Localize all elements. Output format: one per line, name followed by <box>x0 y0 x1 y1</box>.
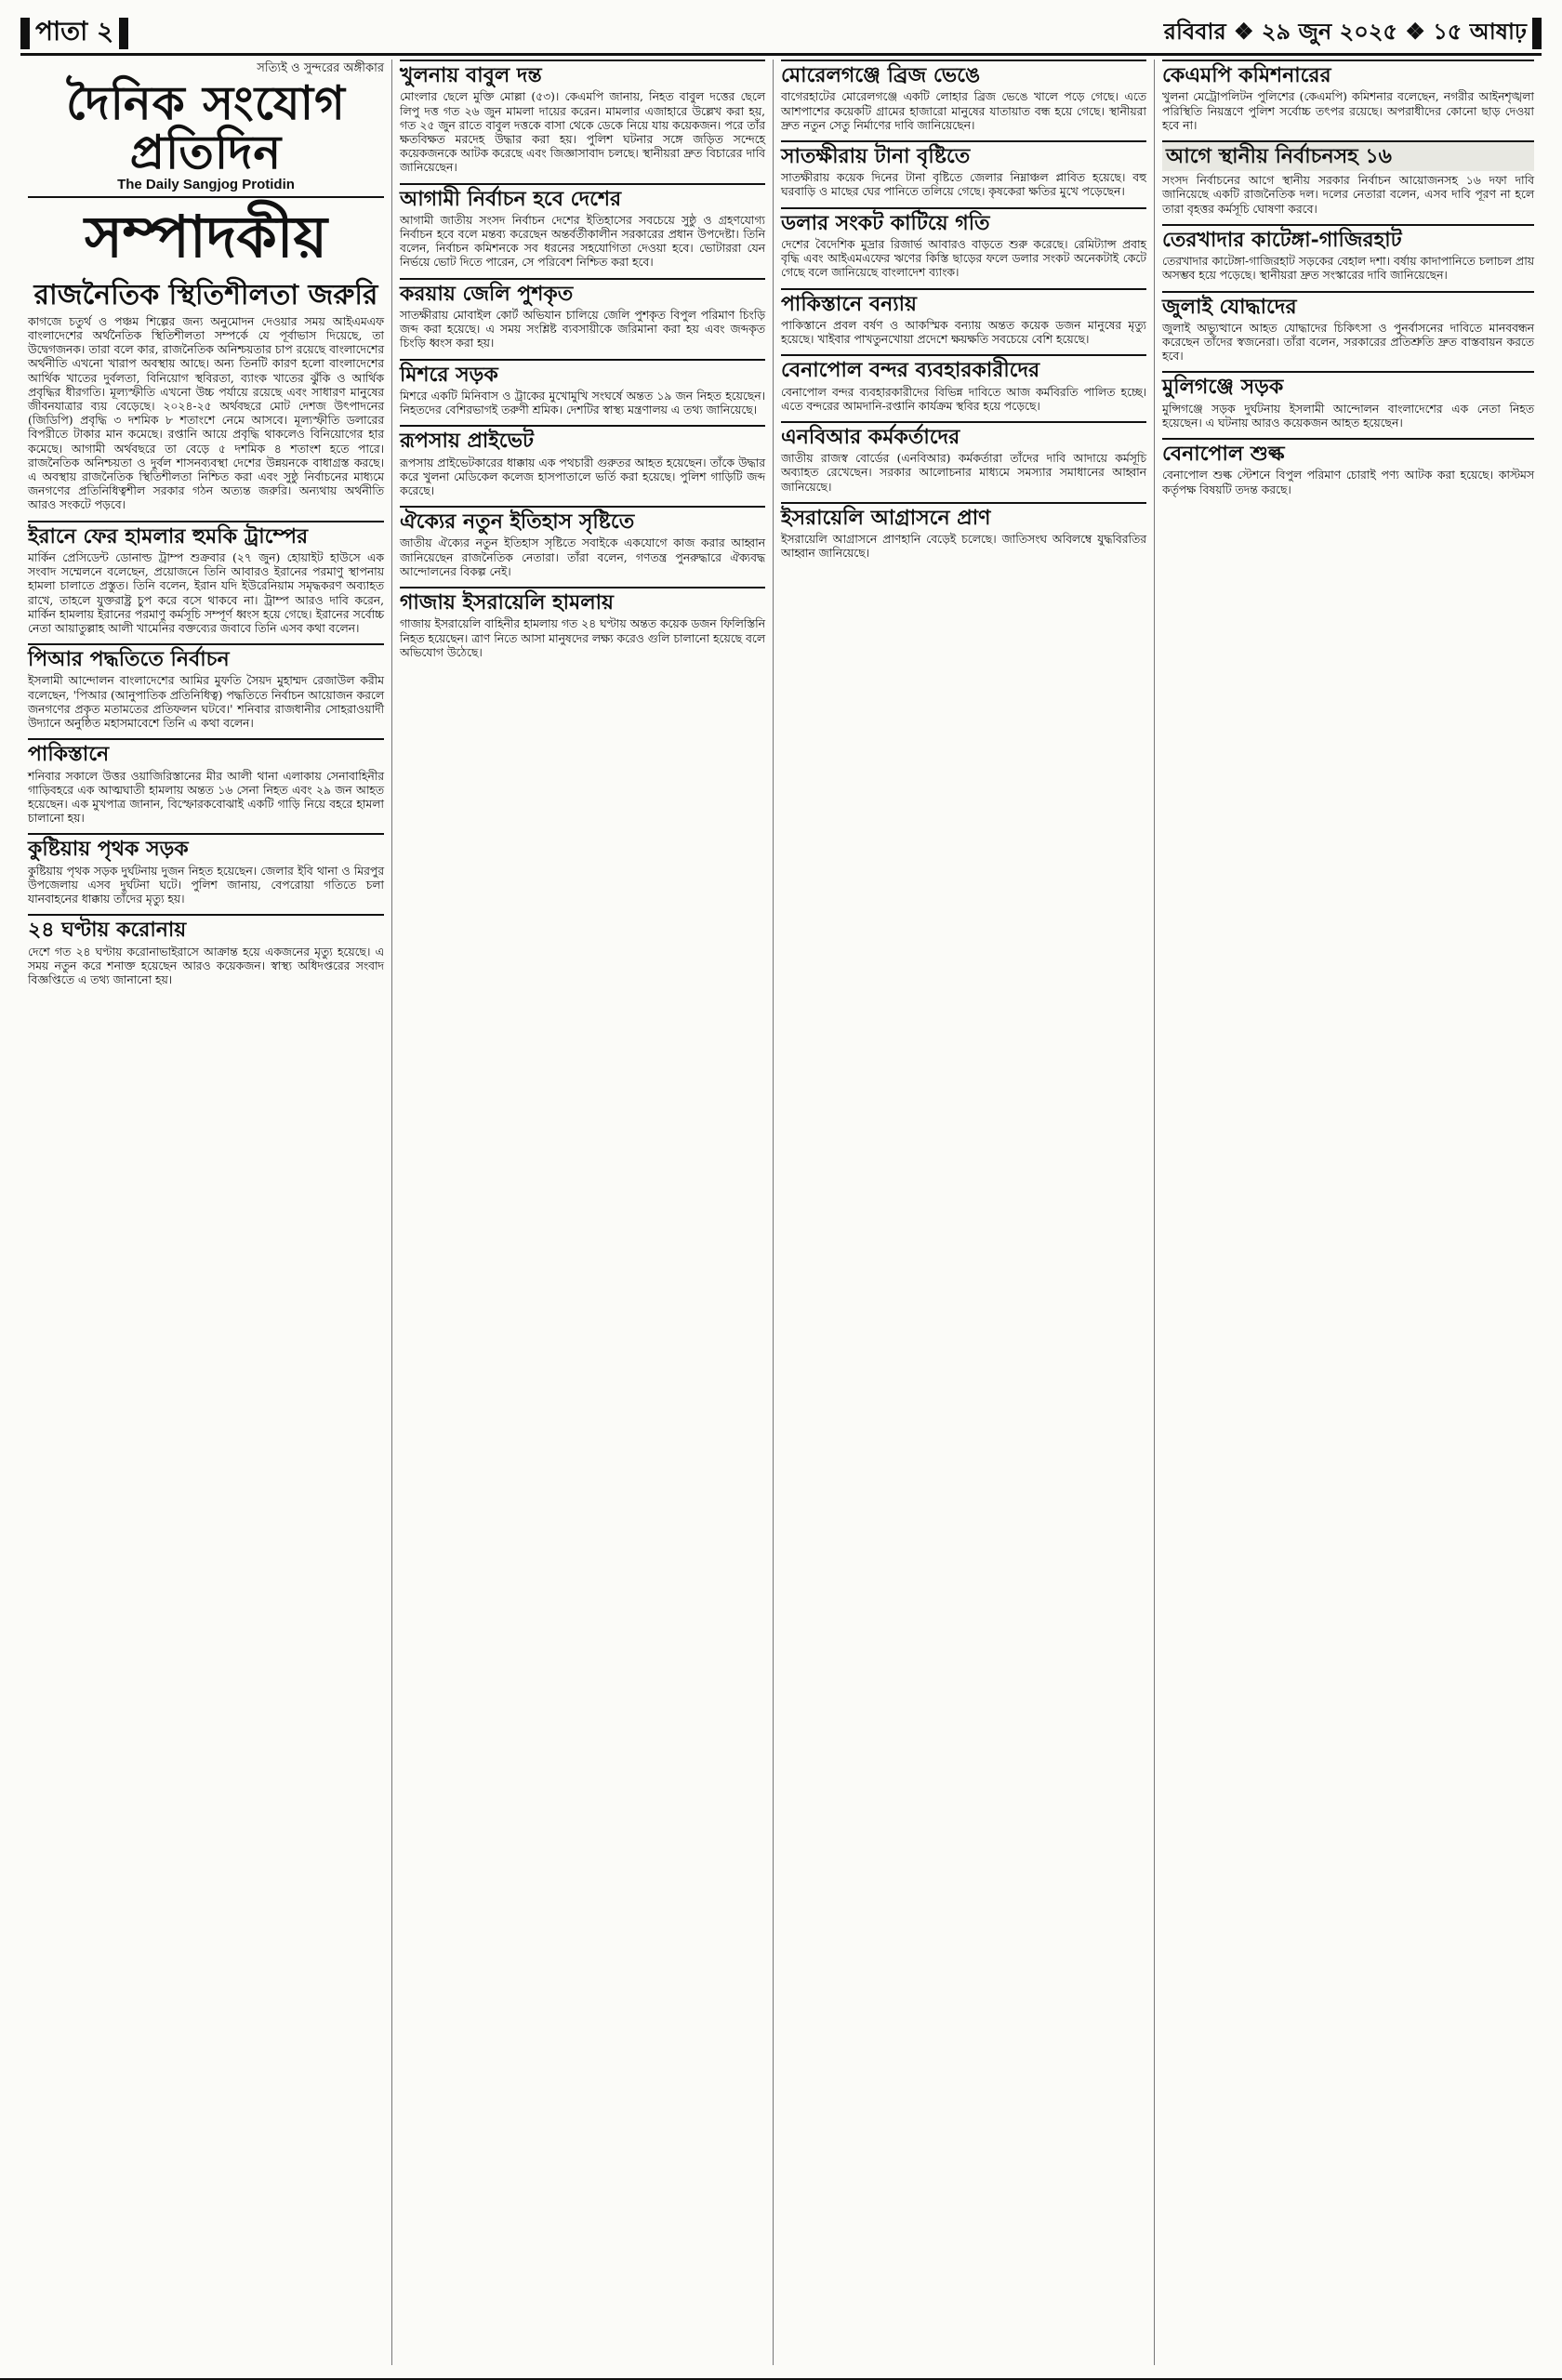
story-headline: পিআর পদ্ধতিতে নির্বাচন <box>28 643 384 671</box>
story-headline: ইসরায়েলি আগ্রাসনে প্রাণ <box>781 502 1146 530</box>
story-body: ইসলামী আন্দোলন বাংলাদেশের আমির মুফতি সৈয়দ মুহাম্মদ রেজাউল করীম বলেছেন, 'পিআর (আনুপাতিক প্রতিনিধিত্ব) পদ্ধতিতে নির্বাচন আয়োজন করলে জনগণের প্রকৃত মতামতের প্রতিফলন ঘটবে।' শনিবার রাজধানীর সোহরাওয়ার্দী উদ্যানে অনুষ্ঠিত মহাসমাবেশে তিনি এ কথা বলেন। <box>28 674 384 731</box>
story-body: মোংলার ছেলে মুক্তি মোল্লা (৫৩)। কেএমপি জানায়, নিহত বাবুল দত্তের ছেলে লিপু দত্ত গত ২৬ জুন মামলা দায়ের করেন। মামলার এজাহারে উল্লেখ করা হয়, গত ২৫ জুন রাতে বাবুল দত্তকে বাসা থেকে ডেকে নিয়ে যায় কয়েকজন। পরে তাঁর ক্ষতবিক্ষত মরদেহ উদ্ধার করা হয়। পুলিশ ঘটনার সঙ্গে জড়িত সন্দেহে কয়েকজনকে আটক করেছে এবং জিজ্ঞাসাবাদ চলছে। স্থানীয়রা দ্রুত বিচারের দাবি জানিয়েছেন। <box>400 90 765 175</box>
masthead-subtitle: The Daily Sangjog Protidin <box>117 177 295 192</box>
date-marker <box>1532 18 1542 49</box>
story-headline: মুলিগঞ্জে সড়ক <box>1162 371 1534 399</box>
story-body: বাগেরহাটের মোরেলগঞ্জে একটি লোহার ব্রিজ ভেঙে খালে পড়ে গেছে। এতে আশপাশের কয়েকটি গ্রামের হাজারো মানুষের যাতায়াত বন্ধ হয়ে গেছে। স্থানীয়রা দ্রুত নতুন সেতু নির্মাণের দাবি জানিয়েছেন। <box>781 90 1146 132</box>
story-headline: কেএমপি কমিশনারের <box>1162 60 1534 87</box>
story-body: সাতক্ষীরায় মোবাইল কোর্ট অভিযান চালিয়ে জেলি পুশকৃত বিপুল পরিমাণ চিংড়ি জব্দ করা হয়েছে। এ সময় সংশ্লিষ্ট ব্যবসায়ীকে জরিমানা করা হয় এবং জব্দকৃত চিংড়ি ধ্বংস করা হয়। <box>400 308 765 350</box>
story <box>1162 60 1534 133</box>
story-body: তেরখাদার কাটেঙ্গা-গাজিরহাট সড়কের বেহাল দশা। বর্ষায় কাদাপানিতে চলাচল প্রায় অসম্ভব হয়ে পড়েছে। স্থানীয়রা দ্রুত সংস্কারের দাবি জানিয়েছেন। <box>1162 255 1534 283</box>
story-body: পাকিস্তানে প্রবল বর্ষণ ও আকস্মিক বন্যায় অন্তত কয়েক ডজন মানুষের মৃত্যু হয়েছে। খাইবার পাখতুনখোয়া প্রদেশে ক্ষয়ক্ষতি সবচেয়ে বেশি হয়েছে। <box>781 318 1146 347</box>
story-body: জুলাই অভ্যুত্থানে আহত যোদ্ধাদের চিকিৎসা ও পুনর্বাসনের দাবিতে মানববন্ধন করেছেন তাঁদের স্বজনেরা। তাঁরা বলেন, সরকারের প্রতিশ্রুতি দ্রুত বাস্তবায়ন করতে হবে। <box>1162 321 1534 364</box>
story-body: দেশের বৈদেশিক মুদ্রার রিজার্ভ আবারও বাড়তে শুরু করেছে। রেমিট্যান্স প্রবাহ বৃদ্ধি এবং আইএমএফের ঋণের কিস্তি ছাড়ের ফলে ডলার সংকট অনেকটাই কেটে গেছে বলে জানিয়েছে বাংলাদেশ ব্যাংক। <box>781 237 1146 280</box>
story-headline: আগে স্থানীয় নির্বাচনসহ ১৬ <box>1162 140 1534 171</box>
page-number <box>20 11 128 55</box>
story <box>1162 140 1534 217</box>
column-3 <box>774 60 1155 2365</box>
story-body: কাগজে চতুর্থ ও পঞ্চম শিল্পের জন্য অনুমোদন দেওয়ার সময় আইএমএফ বাংলাদেশের অর্থনৈতিক স্থিতিশীলতা সম্পর্কে যে পূর্বাভাস দিয়েছে, তা উদ্বেগজনক। তারা বলে কার, রাজনৈতিক অনিশ্চয়তার চাপ রয়েছে বাংলাদেশের অর্থনীতি এখনো খারাপ অবস্থায় আছে। অন্য তিনটি কারণ হলো বাংলাদেশের আর্থিক খাতের দুর্বলতা, বিনিয়োগ স্থবিরতা, ব্যাংক খাতের ঝুঁকি ও আর্থিক প্রবৃদ্ধির ধীরগতি। মূল্যস্ফীতি এখনো উচ্চ পর্যায়ে রয়েছে এবং সাধারণ মানুষের জীবনযাত্রার ব্যয় বেড়েছে। ২০২৪-২৫ অর্থবছরে মোট দেশজ উৎপাদনের (জিডিপি) প্রবৃদ্ধি ৩ দশমিক ৮ শতাংশে নেমে আসবে। মূল্যস্ফীতি ডলারের বিপরীতে টাকার মান কমেছে। রপ্তানি আয়ে প্রবৃদ্ধি থাকলেও বিনিয়োগের হার কমেছে। আগামী অর্থবছরে তা বেড়ে ৫ দশমিক ৪ শতাংশ হতে পারে। রাজনৈতিক অনিশ্চয়তা ও দুর্বল শাসনব্যবস্থা দেশের উন্নয়নকে বাধাগ্রস্ত করছে। এ অবস্থায় রাজনৈতিক স্থিতিশীলতা নিশ্চিত করা এবং সুষ্ঠু নির্বাচনের মাধ্যমে জনগণের প্রতিনিধিত্বশীল সরকার গঠন অত্যন্ত জরুরি। অন্যথায় অর্থনীতি আরও সংকটে পড়বে। <box>28 314 384 512</box>
story-body: খুলনা মেট্রোপলিটন পুলিশের (কেএমপি) কমিশনার বলেছেন, নগরীর আইনশৃঙ্খলা পরিস্থিতি নিয়ন্ত্রণে পুলিশ সর্বোচ্চ তৎপর রয়েছে। অপরাধীদের কোনো ছাড় দেওয়া হবে না। <box>1162 90 1534 132</box>
story-headline: বেনাপোল শুল্ক <box>1162 438 1534 466</box>
story-headline: পাকিস্তানে <box>28 738 384 766</box>
story <box>400 587 765 660</box>
story-body: সাতক্ষীরায় কয়েক দিনের টানা বৃষ্টিতে জেলার নিম্নাঞ্চল প্লাবিত হয়েছে। বহু ঘরবাড়ি ও মাছের ঘের পানিতে তলিয়ে গেছে। কৃষকেরা ক্ষতির মুখে পড়েছেন। <box>781 171 1146 199</box>
story <box>781 207 1146 281</box>
story <box>400 506 765 579</box>
story <box>781 60 1146 133</box>
story <box>781 421 1146 495</box>
story <box>400 359 765 418</box>
story <box>400 425 765 498</box>
story <box>28 643 384 731</box>
story <box>28 914 384 987</box>
story-headline: ২৪ ঘণ্টায় করোনায় <box>28 914 384 942</box>
story-headline: কুষ্টিয়ায় পৃথক সড়ক <box>28 833 384 861</box>
masthead-title: দৈনিক সংযোগ প্রতিদিন <box>66 75 346 179</box>
story-headline: রাজনৈতিক স্থিতিশীলতা জরুরি <box>33 279 378 312</box>
column-4 <box>1155 60 1542 2365</box>
story-body: মার্কিন প্রেসিডেন্ট ডোনাল্ড ট্রাম্প শুক্রবার (২৭ জুন) হোয়াইট হাউসে এক সংবাদ সম্মেলনে বলেছেন, প্রয়োজনে তিনি আবারও ইরানের পরমাণু স্থাপনায় হামলা চালাতে প্রস্তুত। তিনি বলেন, ইরান যদি ইউরেনিয়াম সমৃদ্ধকরণ অব্যাহত রাখে, তাহলে যুক্তরাষ্ট্র চুপ করে বসে থাকবে না। ট্রাম্প আরও দাবি করেন, মার্কিন হামলায় ইরানের পরমাণু কর্মসূচি সম্পূর্ণ ধ্বংস হয়ে গেছে। ইরানের সর্বোচ্চ নেতা আয়াতুল্লাহ আলী খামেনির বক্তব্যের জবাবে তিনি এসব কথা বলেন। <box>28 550 384 635</box>
story-headline: রূপসায় প্রাইভেট <box>400 425 765 453</box>
story <box>1162 291 1534 364</box>
date-text: রবিবার ❖ ২৯ জুন ২০২৫ ❖ ১৫ আষাঢ় <box>1163 17 1527 45</box>
story-headline: জুলাই যোদ্ধাদের <box>1162 291 1534 319</box>
story-headline: এনবিআর কর্মকর্তাদের <box>781 421 1146 449</box>
story <box>781 354 1146 414</box>
story-headline: তেরখাদার কাটেঙ্গা-গাজিরহাট <box>1162 224 1534 252</box>
story-headline: ডলার সংকট কাটিয়ে গতি <box>781 207 1146 235</box>
page-marker-right <box>119 18 128 49</box>
story-body: মিশরে একটি মিনিবাস ও ট্রাকের মুখোমুখি সংঘর্ষে অন্তত ১৯ জন নিহত হয়েছেন। নিহতদের বেশিরভাগই তরুণী শ্রমিক। দেশটির স্বাস্থ্য মন্ত্রণালয় এ তথ্য জানিয়েছে। <box>400 389 765 417</box>
story <box>28 833 384 906</box>
story <box>1162 438 1534 497</box>
story <box>400 183 765 271</box>
column-2 <box>392 60 774 2365</box>
story <box>28 277 384 512</box>
story-body: সংসদ নির্বাচনের আগে স্থানীয় সরকার নির্বাচন আয়োজনসহ ১৬ দফা দাবি জানিয়েছে একটি রাজনৈতিক দল। দলের নেতারা বলেন, এসব দাবি পূরণ না হলে তারা বৃহত্তর কর্মসূচি ঘোষণা করবে। <box>1162 174 1534 216</box>
page-marker-left <box>20 18 30 49</box>
story-body: বেনাপোল বন্দর ব্যবহারকারীদের বিভিন্ন দাবিতে আজ কর্মবিরতি পালিত হচ্ছে। এতে বন্দরের আমদানি-রপ্তানি কার্যক্রম স্থবির হয়ে পড়েছে। <box>781 385 1146 413</box>
story-body: গাজায় ইসরায়েলি বাহিনীর হামলায় গত ২৪ ঘণ্টায় অন্তত কয়েক ডজন ফিলিস্তিনি নিহত হয়েছেন। ত্রাণ নিতে আসা মানুষদের লক্ষ্য করেও গুলি চালানো হয়েছে বলে অভিযোগ উঠেছে। <box>400 617 765 659</box>
story <box>781 288 1146 348</box>
story-body: দেশে গত ২৪ ঘণ্টায় করোনাভাইরাসে আক্রান্ত হয়ে একজনের মৃত্যু হয়েছে। এ সময় নতুন করে শনাক্ত হয়েছেন আরও কয়েকজন। স্বাস্থ্য অধিদপ্তরের সংবাদ বিজ্ঞপ্তিতে এ তথ্য জানানো হয়। <box>28 945 384 986</box>
masthead <box>28 60 384 198</box>
story-body: জাতীয় ঐক্যের নতুন ইতিহাস সৃষ্টিতে সবাইকে একযোগে কাজ করার আহ্বান জানিয়েছেন রাজনৈতিক নেতারা। তাঁরা বলেন, গণতন্ত্র পুনরুদ্ধারে ঐক্যবদ্ধ আন্দোলনের বিকল্প নেই। <box>400 536 765 578</box>
story <box>1162 224 1534 284</box>
story-body: ইসরায়েলি আগ্রাসনে প্রাণহানি বেড়েই চলেছে। জাতিসংঘ অবিলম্বে যুদ্ধবিরতির আহ্বান জানিয়েছে। <box>781 533 1146 561</box>
story-body: বেনাপোল শুল্ক স্টেশনে বিপুল পরিমাণ চোরাই পণ্য আটক করা হয়েছে। কাস্টমস কর্তৃপক্ষ বিষয়টি তদন্ত করছে। <box>1162 469 1534 496</box>
story <box>781 140 1146 200</box>
story-body: রূপসায় প্রাইভেটকারের ধাক্কায় এক পথচারী গুরুতর আহত হয়েছেন। তাঁকে উদ্ধার করে খুলনা মেডিকেল কলেজ হাসপাতালে ভর্তি করা হয়েছে। পুলিশ গাড়িটি জব্দ করেছে। <box>400 456 765 497</box>
story <box>781 502 1146 562</box>
story-body: মুন্সিগঞ্জে সড়ক দুর্ঘটনায় ইসলামী আন্দোলন বাংলাদেশের এক নেতা নিহত হয়েছেন। এ ঘটনায় আরও কয়েকজন আহত হয়েছেন। <box>1162 402 1534 430</box>
story-headline: পাকিস্তানে বন্যায় <box>781 288 1146 316</box>
story-headline: করয়ায় জেলি পুশকৃত <box>400 278 765 306</box>
story-headline: মোরেলগঞ্জে ব্রিজ ভেঙে <box>781 60 1146 87</box>
story <box>1162 371 1534 430</box>
story-headline: ইরানে ফের হামলার হুমকি ট্রাম্পের <box>28 521 384 549</box>
story-headline: বেনাপোল বন্দর ব্যবহারকারীদের <box>781 354 1146 382</box>
date-line <box>1164 15 1542 52</box>
column-1 <box>20 60 392 2365</box>
story <box>28 738 384 826</box>
columns <box>20 60 1542 2365</box>
story-headline: গাজায় ইসরায়েলি হামলায় <box>400 587 765 615</box>
story <box>400 60 765 176</box>
story-body: কুষ্টিয়ায় পৃথক সড়ক দুর্ঘটনায় দুজন নিহত হয়েছেন। জেলার ইবি থানা ও মিরপুর উপজেলায় এসব দুর্ঘটনা ঘটে। পুলিশ জানায়, বেপরোয়া গতিতে চলা যানবাহনের ধাক্কায় তাঁদের মৃত্যু হয়। <box>28 864 384 906</box>
editorial-banner: সম্পাদকীয় <box>85 203 327 271</box>
story <box>28 521 384 637</box>
story-headline: খুলনায় বাবুল দন্ত <box>400 60 765 87</box>
story <box>400 278 765 351</box>
story-body: জাতীয় রাজস্ব বোর্ডের (এনবিআর) কর্মকর্তারা তাঁদের দাবি আদায়ে কর্মসূচি অব্যাহত রেখেছেন। সরকার আলোচনার মাধ্যমে সমস্যার সমাধানের আহ্বান জানিয়েছে। <box>781 452 1146 494</box>
masthead-tagline: সত্যিই ও সুন্দরের অঙ্গীকার <box>257 61 384 75</box>
story-headline: সাতক্ষীরায় টানা বৃষ্টিতে <box>781 140 1146 168</box>
story-headline: আগামী নির্বাচন হবে দেশের <box>400 183 765 211</box>
story-headline: ঐক্যের নতুন ইতিহাস সৃষ্টিতে <box>400 506 765 534</box>
top-bar <box>20 13 1542 56</box>
page-label: পাতা ২ <box>35 16 114 46</box>
story-body: শনিবার সকালে উত্তর ওয়াজিরিস্তানের মীর আলী থানা এলাকায় সেনাবাহিনীর গাড়িবহরে এক আত্মঘাতী হামলায় অন্তত ১৬ সেনা নিহত এবং ২৯ জন আহত হয়েছেন। এক মুখপাত্র জানান, বিস্ফোরকবোঝাই একটি গাড়ি নিয়ে বহরে হামলা চালানো হয়। <box>28 769 384 826</box>
story-body: আগামী জাতীয় সংসদ নির্বাচন দেশের ইতিহাসের সবচেয়ে সুষ্ঠু ও গ্রহণযোগ্য নির্বাচন হবে বলে মন্তব্য করেছেন অন্তর্বর্তীকালীন সরকারের প্রধান উপদেষ্টা। তিনি বলেন, নির্বাচন কমিশনকে সব ধরনের সহযোগিতা দেওয়া হবে। ভোটাররা যেন নির্ভয়ে ভোট দিতে পারেন, সে পরিবেশ নিশ্চিত করা হবে। <box>400 213 765 270</box>
story-headline: মিশরে সড়ক <box>400 359 765 387</box>
